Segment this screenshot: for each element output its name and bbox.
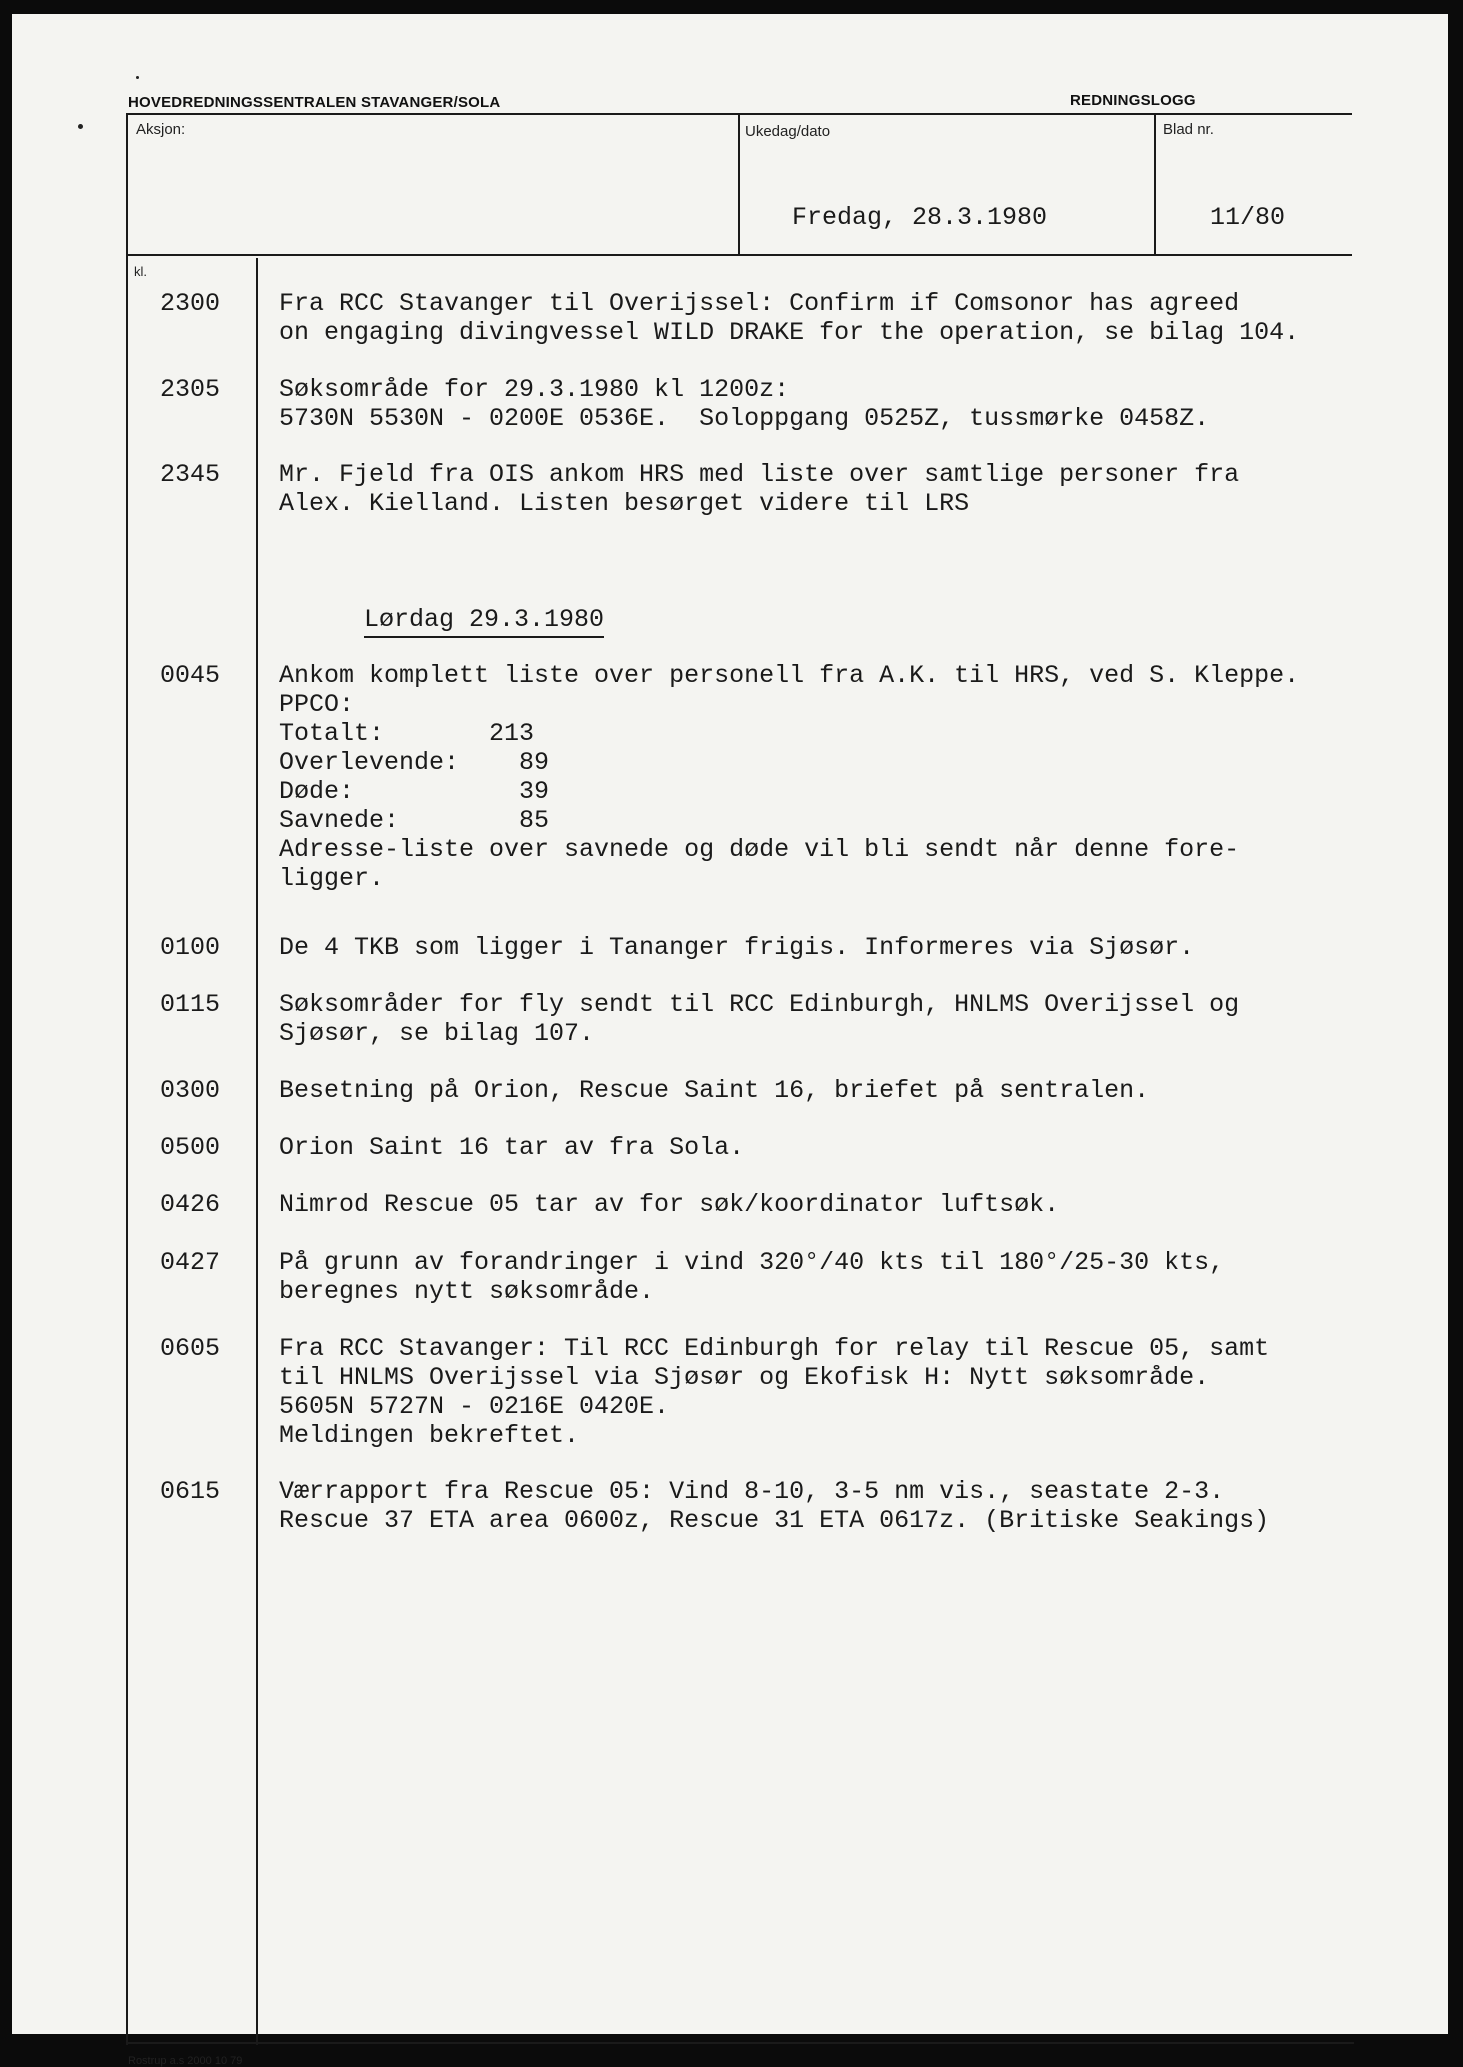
entry-line: Meldingen bekreftet. bbox=[279, 1421, 580, 1450]
entry-line: til HNLMS Overijssel via Sjøsør og Ekofisk H: Nytt søksområde. bbox=[279, 1363, 1210, 1392]
entry-line: Mr. Fjeld fra OIS ankom HRS med liste over samtlige personer fra bbox=[279, 460, 1240, 489]
entry-line: on engaging divingvessel WILD DRAKE for the operation, se bilag 104. bbox=[279, 318, 1300, 347]
log-sheet bbox=[12, 14, 1448, 2067]
entry-line: beregnes nytt søksområde. bbox=[279, 1277, 655, 1306]
blad-label: Blad nr. bbox=[1163, 121, 1214, 138]
entry-line: 5605N 5727N - 0216E 0420E. bbox=[279, 1392, 670, 1421]
entry-time: 0045 bbox=[160, 661, 221, 690]
entry-time: 0605 bbox=[160, 1334, 221, 1363]
entry-line: Adresse-liste over savnede og døde vil bli sendt når denne fore- bbox=[279, 835, 1240, 864]
doc-type: REDNINGSLOGG bbox=[1070, 92, 1196, 109]
entry-time: 0300 bbox=[160, 1076, 221, 1105]
org-name: HOVEDREDNINGSSENTRALEN STAVANGER/SOLA bbox=[128, 94, 501, 111]
entry-time: 0115 bbox=[160, 990, 221, 1019]
form-left-rule bbox=[126, 113, 128, 2045]
entry-line: Søksområde for 29.3.1980 kl 1200z: bbox=[279, 375, 790, 404]
entry-line: Alex. Kielland. Listen besørget videre til LRS bbox=[279, 489, 970, 518]
entry-line: Savnede: 85 bbox=[279, 806, 550, 835]
entry-line: Besetning på Orion, Rescue Saint 16, briefet på sentralen. bbox=[279, 1076, 1150, 1105]
time-column-rule bbox=[256, 258, 258, 2045]
entry-line: På grunn av forandringer i vind 320°/40 kts til 180°/25-30 kts, bbox=[279, 1248, 1225, 1277]
entry-line: ligger. bbox=[279, 864, 385, 893]
entry-time: 2300 bbox=[160, 289, 221, 318]
entry-line: 5730N 5530N - 0200E 0536E. Soloppgang 0525Z, tussmørke 0458Z. bbox=[279, 404, 1210, 433]
entry-line: Overlevende: 89 bbox=[279, 748, 550, 777]
entry-line: Orion Saint 16 tar av fra Sola. bbox=[279, 1133, 745, 1162]
day-heading: Lørdag 29.3.1980 bbox=[364, 606, 604, 638]
blad-value: 11/80 bbox=[1210, 203, 1286, 232]
entry-line: Fra RCC Stavanger: Til RCC Edinburgh for relay til Rescue 05, samt bbox=[279, 1334, 1270, 1363]
entry-line: Søksområder for fly sendt til RCC Edinburgh, HNLMS Overijssel og bbox=[279, 990, 1240, 1019]
form-divider-1 bbox=[738, 113, 740, 256]
entry-time: 0426 bbox=[160, 1190, 221, 1219]
entry-time: 0500 bbox=[160, 1133, 221, 1162]
entry-time: 0615 bbox=[160, 1477, 221, 1506]
entry-line: PPCO: bbox=[279, 690, 355, 719]
entry-line: Totalt: 213 bbox=[279, 719, 535, 748]
entry-line: Ankom komplett liste over personell fra A.K. til HRS, ved S. Kleppe. bbox=[279, 661, 1300, 690]
entry-line: Værrapport fra Rescue 05: Vind 8-10, 3-5 nm vis., seastate 2-3. bbox=[279, 1477, 1225, 1506]
aksjon-label: Aksjon: bbox=[136, 121, 186, 138]
entry-line: Nimrod Rescue 05 tar av for søk/koordinator luftsøk. bbox=[279, 1190, 1060, 1219]
ukedag-value: Fredag, 28.3.1980 bbox=[792, 203, 1048, 232]
entry-line: Sjøsør, se bilag 107. bbox=[279, 1019, 595, 1048]
entry-time: 2345 bbox=[160, 460, 221, 489]
punch-mark bbox=[78, 124, 83, 129]
ukedag-label: Ukedag/dato bbox=[745, 123, 831, 140]
kl-label: kl. bbox=[134, 264, 147, 279]
printer-imprint: Rostrup a.s 2000 10 79 bbox=[128, 2055, 243, 2067]
entry-line: De 4 TKB som ligger i Tananger frigis. Informeres via Sjøsør. bbox=[279, 933, 1195, 962]
entry-time: 2305 bbox=[160, 375, 221, 404]
entry-line: Rescue 37 ETA area 0600z, Rescue 31 ETA 0617z. (Britiske Seakings) bbox=[279, 1506, 1270, 1535]
entry-line: Døde: 39 bbox=[279, 777, 550, 806]
sheet-bottom-rule bbox=[126, 2042, 1354, 2044]
form-bottom-rule bbox=[126, 254, 1352, 256]
entry-time: 0100 bbox=[160, 933, 221, 962]
speck bbox=[136, 76, 139, 79]
entry-time: 0427 bbox=[160, 1248, 221, 1277]
entry-line: Fra RCC Stavanger til Overijssel: Confirm if Comsonor has agreed bbox=[279, 289, 1240, 318]
form-divider-2 bbox=[1154, 113, 1156, 256]
